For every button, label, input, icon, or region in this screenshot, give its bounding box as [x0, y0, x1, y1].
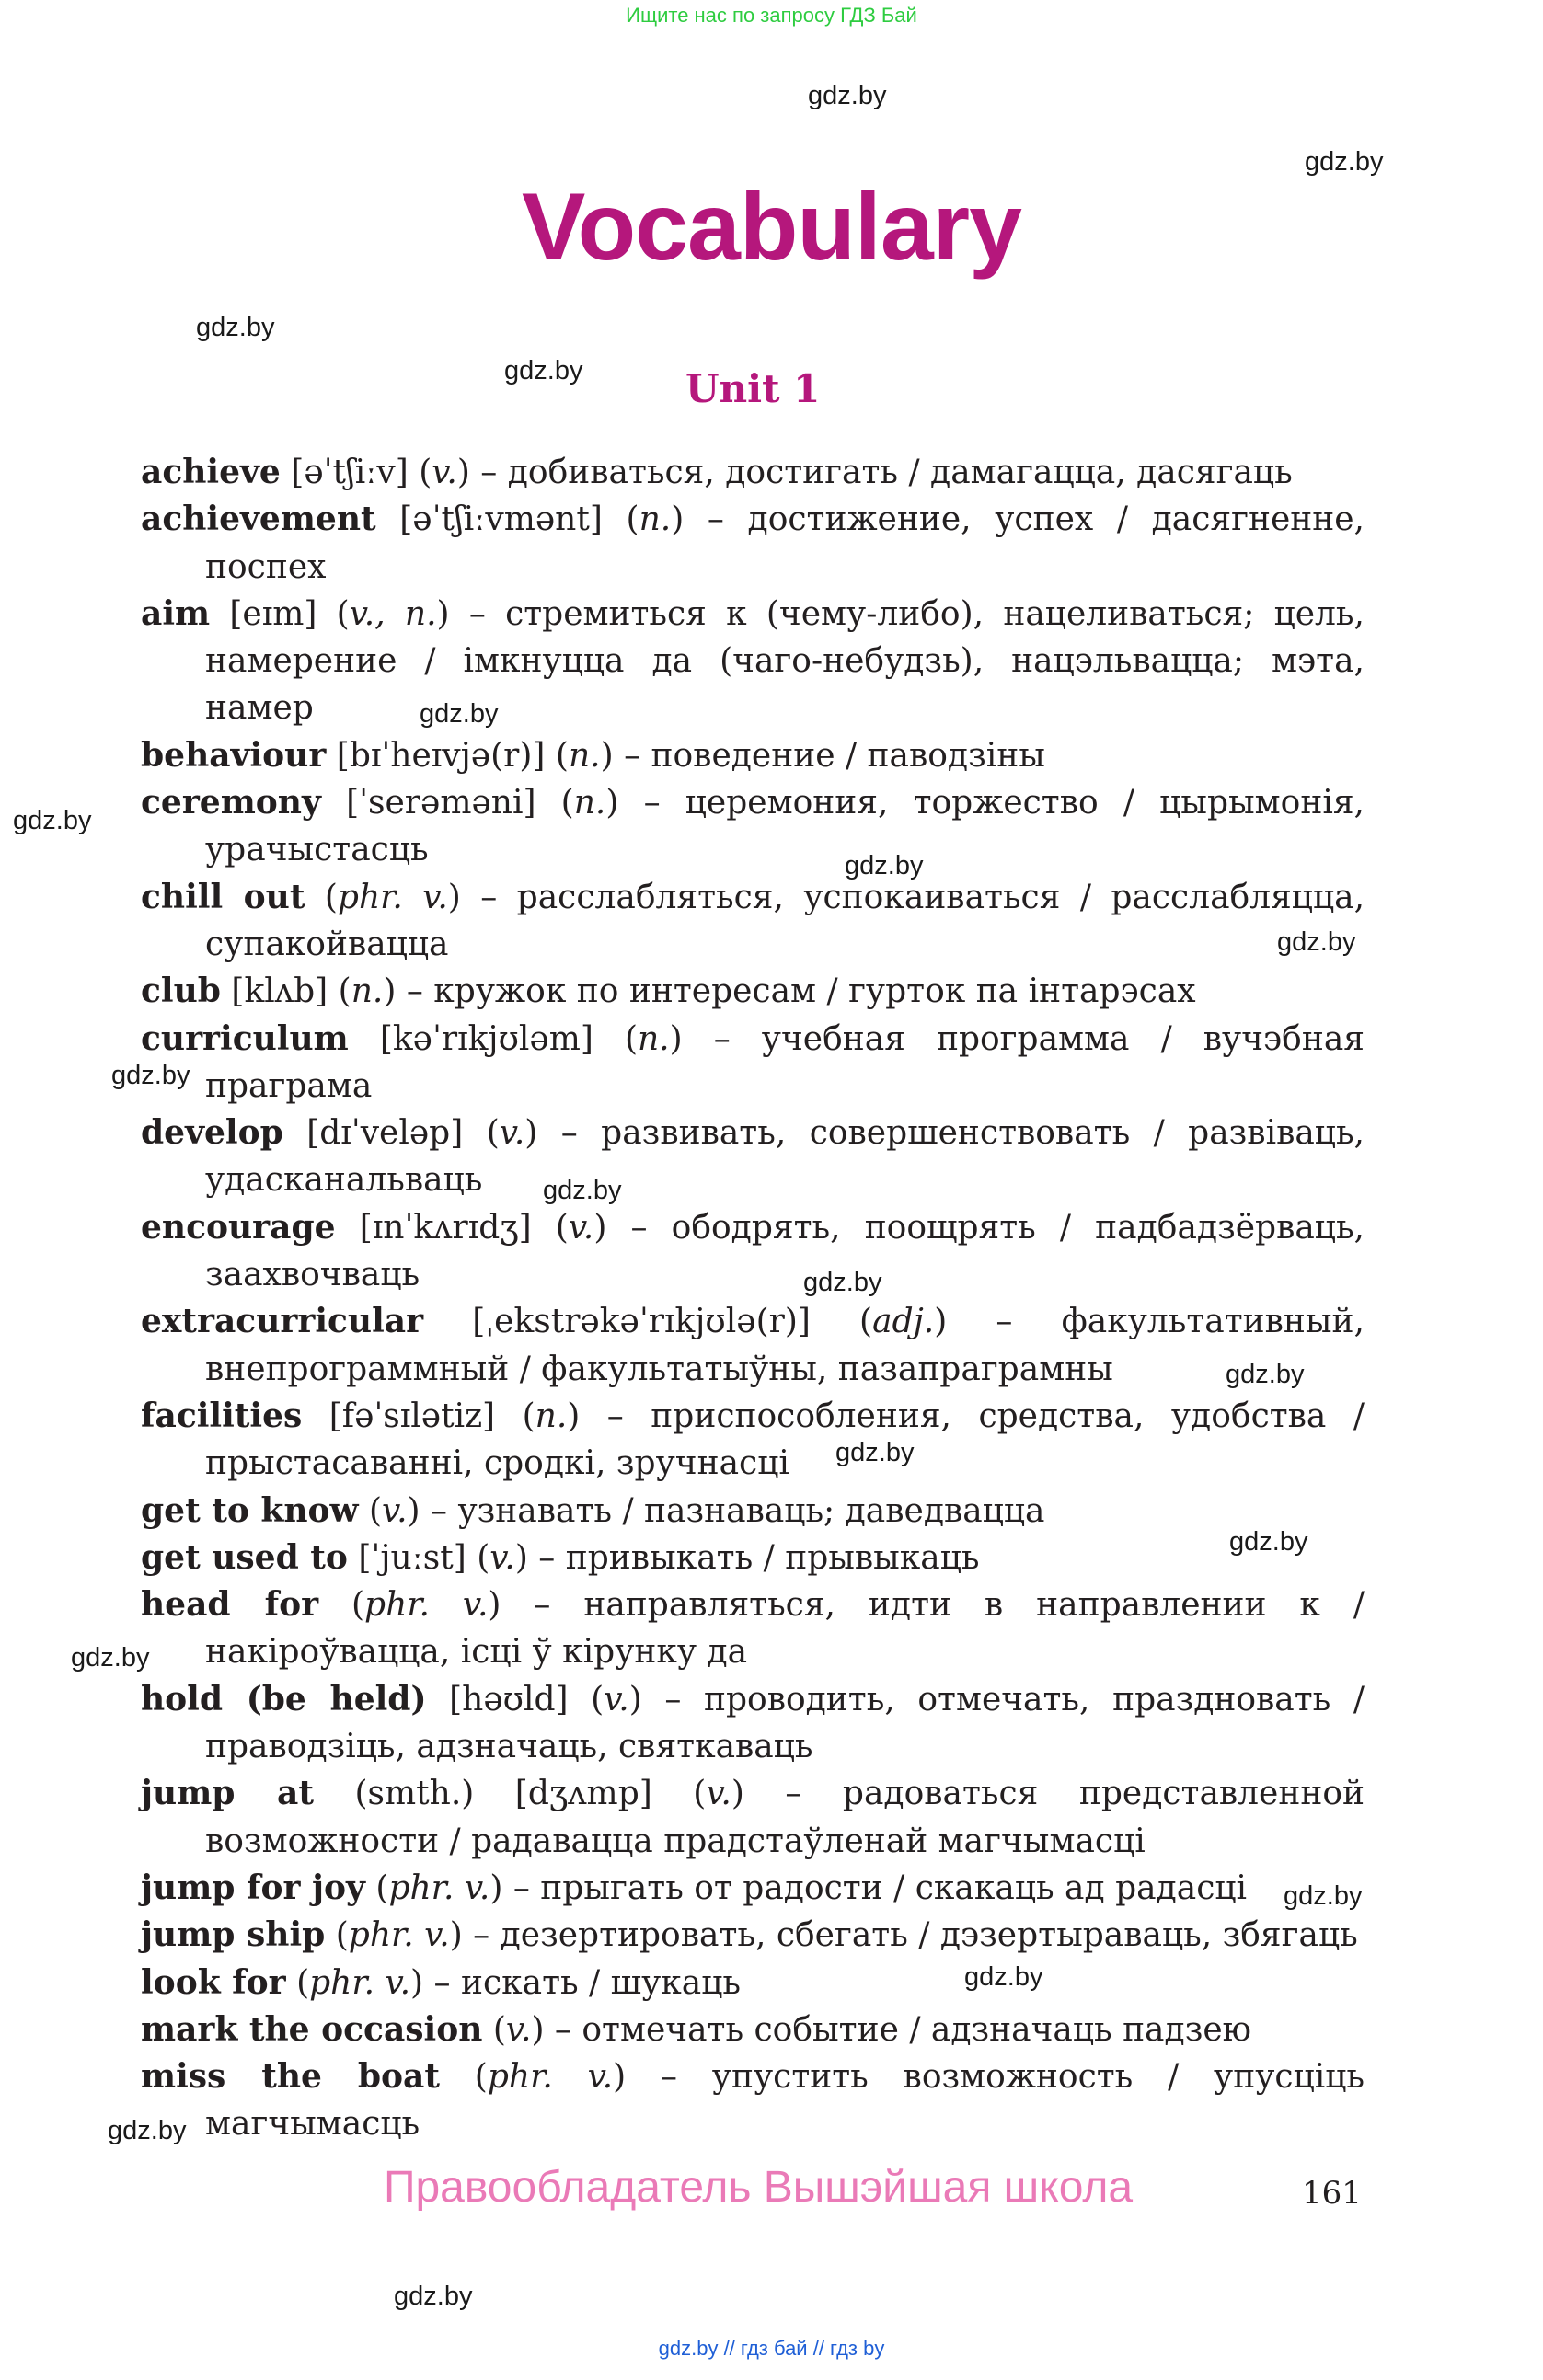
watermark: gdz.by: [803, 1268, 882, 1297]
vocab-entry: aim [eɪm] (v., n.) – стремиться к (чему-либо), нацеливаться; цель, намерение / імкнуцца да (чаго-небудзь), нацэльвацца; мэта, намер: [141, 593, 1365, 728]
vocabulary-list: [141, 449, 1365, 2148]
watermark: gdz.by: [964, 1962, 1043, 1992]
watermark: gdz.by: [13, 806, 92, 835]
watermark: gdz.by: [1229, 1527, 1308, 1557]
vocab-entry: facilities [fəˈsɪlətiz] (n.) – приспособления, средства, удобства / прыстасаванні, сродкі, зручнасці: [141, 1396, 1365, 1483]
vocab-entry: curriculum [kəˈrɪkjʊləm] (n.) – учебная программа / вучэбная праграма: [141, 1018, 1365, 1105]
watermark: gdz.by: [504, 356, 583, 385]
watermark: gdz.by: [420, 699, 499, 729]
watermark: gdz.by: [71, 1643, 150, 1673]
watermark: gdz.by: [543, 1176, 622, 1205]
vocab-entry: jump for joy (phr. v.) – прыгать от радости / скакаць ад радасці: [141, 1868, 1248, 1907]
vocab-entry: behaviour [bɪˈheɪvjə(r)] (n.) – поведение / паводзіны: [141, 735, 1045, 775]
vocab-entry: extracurricular [ˌekstrəkəˈrɪkjʊlə(r)] (adj.) – факультативный, внепрограммный / факультатыўны, пазапраграмны: [141, 1302, 1365, 1388]
unit-heading: Unit 1: [685, 366, 821, 411]
page-title: Vocabulary: [522, 174, 1021, 281]
watermark: gdz.by: [1284, 1881, 1363, 1911]
watermark: gdz.by: [108, 2116, 187, 2145]
watermark: gdz.by: [845, 851, 924, 880]
watermark: gdz.by: [111, 1061, 190, 1090]
vocab-entry: jump ship (phr. v.) – дезертировать, сбегать / дэзертыраваць, збягаць: [141, 1915, 1358, 1955]
footer-links[interactable]: gdz.by // гдз бай // гдз by: [658, 2337, 885, 2360]
vocab-entry: club [klʌb] (n.) – кружок по интересам / гурток па інтарэсах: [141, 972, 1196, 1011]
vocab-entry: develop [dɪˈveləp] (v.) – развивать, совершенствовать / развіваць, удасканальваць: [141, 1113, 1365, 1200]
vocab-entry: look for (phr. v.) – искать / шукаць: [141, 1962, 741, 2002]
watermark: gdz.by: [1277, 927, 1356, 957]
watermark: gdz.by: [835, 1438, 915, 1467]
vocab-entry: mark the occasion (v.) – отмечать событие / адзначаць падзею: [141, 2009, 1251, 2049]
watermark: gdz.by: [808, 81, 887, 110]
page-number: 161: [1302, 2175, 1362, 2212]
copyright-notice: Правообладатель Вышэйшая школа: [383, 2163, 1134, 2212]
watermark: gdz.by: [196, 313, 275, 342]
watermark: gdz.by: [394, 2282, 473, 2311]
vocab-entry: get to know (v.) – узнавать / пазнаваць; даведвацца: [141, 1490, 1045, 1530]
watermark: gdz.by: [1226, 1360, 1305, 1389]
vocab-entry: achieve [əˈtʃiːv] (v.) – добиваться, достигать / дамагацца, дасягаць: [141, 453, 1293, 491]
watermark: gdz.by: [1305, 147, 1384, 177]
vocab-entry: miss the boat (phr. v.) – упустить возможность / упусціць магчымасць: [141, 2057, 1365, 2144]
vocab-entry: get used to [ˈjuːst] (v.) – привыкать / прывыкаць: [141, 1537, 980, 1577]
vocab-entry: ceremony [ˈserəməni] (n.) – церемония, торжество / цырымонія, урачыстасць: [141, 783, 1365, 869]
vocab-entry: achievement [əˈtʃiːvmənt] (n.) – достижение, успех / дасягненне, поспех: [141, 500, 1365, 586]
vocab-entry: chill out (phr. v.) – расслабляться, успокаиваться / расслабляцца, супакойвацца: [141, 877, 1365, 963]
vocab-entry: jump at (smth.) [dʒʌmp] (v.) – радоваться представленной возможности / радавацца прадстаўленай магчымасці: [141, 1774, 1365, 1860]
vocab-entry: head for (phr. v.) – направляться, идти в направлении к / накіроўвацца, ісці ў кірунку да: [141, 1585, 1365, 1672]
vocab-entry: hold (be held) [həʊld] (v.) – проводить, отмечать, праздновать / праводзіць, адзначаць, святкаваць: [141, 1679, 1365, 1766]
top-banner[interactable]: Ищите нас по запросу ГДЗ Бай: [626, 4, 917, 27]
vocab-entry: encourage [ɪnˈkʌrɪdʒ] (v.) – ободрять, поощрять / падбадзёрваць, заахвочваць: [141, 1207, 1365, 1294]
